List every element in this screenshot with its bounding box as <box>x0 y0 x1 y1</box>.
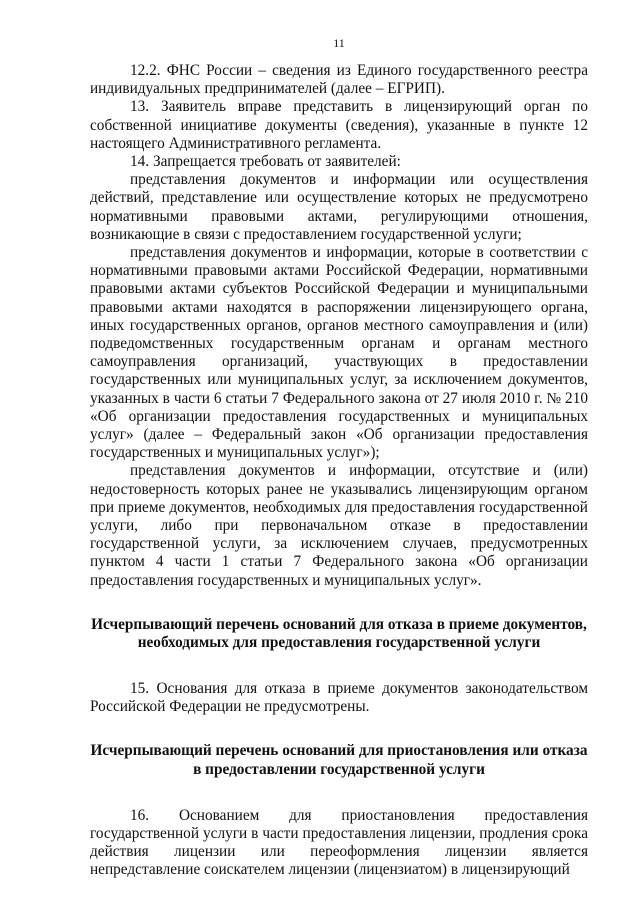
page-number: 11 <box>333 36 345 50</box>
document-body <box>90 62 588 879</box>
paragraph-12-2: 12.2. ФНС России – сведения из Единого государственного реестра индивидуальных предпринимателей (далее – ЕГРИП). <box>90 62 588 98</box>
section-heading-suspension-refusal: Исчерпывающий перечень оснований для приостановления или отказа в предоставлении государственной услуги <box>90 742 588 779</box>
paragraph-16: 16. Основанием для приостановления предоставления государственной услуги в части предоставления лицензии, продления срока действия лицензии или переоформления лицензии является непредставление соискателем лицензии (лицензиатом) в лицензирующий <box>90 806 588 879</box>
paragraph-15: 15. Основания для отказа в приеме документов законодательством Российской Федерации не предусмотрены. <box>90 680 588 716</box>
section-heading-refusal-acceptance: Исчерпывающий перечень оснований для отказа в приеме документов, необходимых для предоставления государственной услуги <box>91 615 587 652</box>
paragraph-14: 14. Запрещается требовать от заявителей: <box>130 153 401 171</box>
paragraph-14-item-3: представления документов и информации, отсутствие и (или) недостоверность которых ранее не указывались лицензирующим органом при приеме документов, необходимых для предоставления государственной услуги, либо при первоначальном отказе в предоставлении государственной услуги, за исключением случаев, предусмотренных пунктом 4 части 1 статьи 7 Федерального закона «Об организации предоставления государственных и муниципальных услуг». <box>90 462 588 589</box>
paragraph-13: 13. Заявитель вправе представить в лицензирующий орган по собственной инициативе документы (сведения), указанные в пункте 12 настоящего Административного регламента. <box>90 98 588 152</box>
paragraph-14-item-1: представления документов и информации или осуществления действий, представление или осуществление которых не предусмотрено нормативными правовыми актами, регулирующими отношения, возникающие в связи с предоставлением государственной услуги; <box>90 171 588 243</box>
paragraph-14-item-2: представления документов и информации, которые в соответствии с нормативными правовыми актами Российской Федерации, нормативными правовыми актами субъектов Российской Федерации и муниципальными правовыми актами находятся в распоряжении лицензирующего органа, иных государственных органов, органов местного самоуправления и (или) подведомственных государственным органам и органам местного самоуправления организаций, участвующих в предоставлении государственных или муниципальных услуг, за исключением документов, указанных в части 6 статьи 7 Федерального закона от 27 июля 2010 г. № 210 «Об организации предоставления государственных и муниципальных услуг» (далее – Федеральный закон «Об организации предоставления государственных и муниципальных услуг»); <box>90 244 588 462</box>
